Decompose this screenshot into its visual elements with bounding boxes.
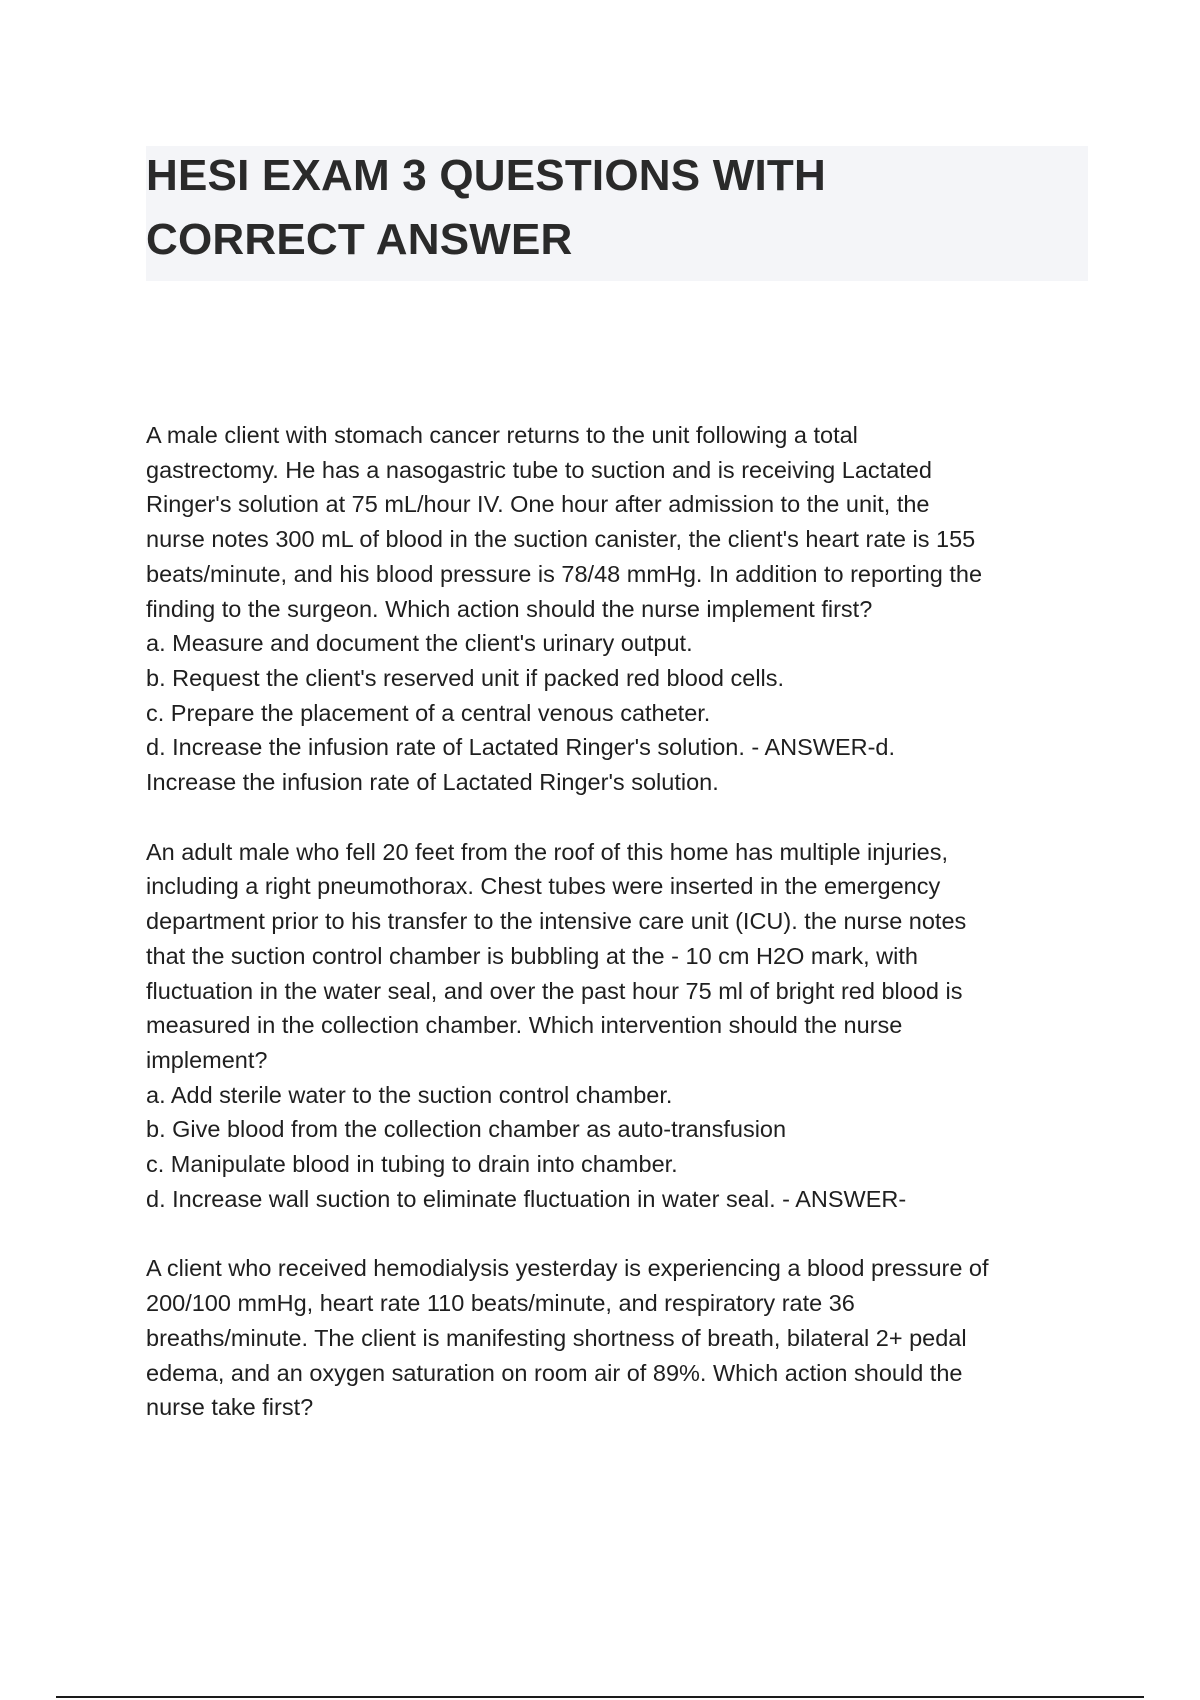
question-2-option-d: d. Increase wall suction to eliminate fluctuation in water seal. - ANSWER- bbox=[146, 1185, 907, 1212]
question-1-option-d: d. Increase the infusion rate of Lactated Ringer's solution. - ANSWER-d. bbox=[146, 734, 896, 761]
question-2-line: measured in the collection chamber. Which intervention should the nurse bbox=[146, 1012, 903, 1039]
question-1-line: nurse notes 300 mL of blood in the suction canister, the client's heart rate is 155 bbox=[146, 526, 976, 553]
question-3-line: edema, and an oxygen saturation on room air of 89%. Which action should the bbox=[146, 1359, 963, 1386]
question-2-option-b: b. Give blood from the collection chamber as auto-transfusion bbox=[146, 1116, 787, 1143]
question-2-line: department prior to his transfer to the intensive care unit (ICU). the nurse notes bbox=[146, 908, 967, 935]
question-3-line: 200/100 mmHg, heart rate 110 beats/minute, and respiratory rate 36 bbox=[146, 1290, 855, 1317]
question-2-option-a: a. Add sterile water to the suction control chamber. bbox=[146, 1081, 673, 1108]
title-banner bbox=[146, 146, 1088, 281]
document-title-line-1: HESI EXAM 3 QUESTIONS WITH bbox=[146, 151, 826, 200]
question-block-1 bbox=[146, 418, 1096, 800]
question-1-line: gastrectomy. He has a nasogastric tube to suction and is receiving Lactated bbox=[146, 456, 932, 483]
question-2-line: implement? bbox=[146, 1046, 268, 1073]
question-3-line: nurse take first? bbox=[146, 1394, 314, 1421]
document-body bbox=[146, 418, 1096, 1460]
question-1-line: A male client with stomach cancer returns to the unit following a total bbox=[146, 422, 858, 448]
question-1-line: Ringer's solution at 75 mL/hour IV. One hour after admission to the unit, the bbox=[146, 491, 930, 518]
question-1-option-b: b. Request the client's reserved unit if packed red blood cells. bbox=[146, 664, 785, 691]
question-1-answer: Increase the infusion rate of Lactated Ringer's solution. bbox=[146, 769, 719, 796]
question-2-option-c: c. Manipulate blood in tubing to drain into chamber. bbox=[146, 1151, 678, 1178]
question-1-line: finding to the surgeon. Which action should the nurse implement first? bbox=[146, 595, 873, 622]
page-bottom-divider bbox=[56, 1696, 1144, 1698]
question-3-line: breaths/minute. The client is manifesting shortness of breath, bilateral 2+ pedal bbox=[146, 1324, 967, 1351]
question-3-line: A client who received hemodialysis yesterday is experiencing a blood pressure of bbox=[146, 1255, 989, 1282]
question-2-line: An adult male who fell 20 feet from the roof of this home has multiple injuries, bbox=[146, 838, 949, 865]
question-block-3 bbox=[146, 1251, 1096, 1425]
question-block-2 bbox=[146, 835, 1096, 1217]
question-1-option-a: a. Measure and document the client's urinary output. bbox=[146, 630, 693, 657]
question-1-option-c: c. Prepare the placement of a central venous catheter. bbox=[146, 699, 711, 726]
question-2-line: including a right pneumothorax. Chest tubes were inserted in the emergency bbox=[146, 873, 941, 900]
question-2-line: that the suction control chamber is bubbling at the - 10 cm H2O mark, with bbox=[146, 942, 918, 969]
document-title-line-2: CORRECT ANSWER bbox=[146, 215, 573, 264]
question-2-line: fluctuation in the water seal, and over the past hour 75 ml of bright red blood is bbox=[146, 977, 963, 1004]
question-1-line: beats/minute, and his blood pressure is 78/48 mmHg. In addition to reporting the bbox=[146, 560, 983, 587]
